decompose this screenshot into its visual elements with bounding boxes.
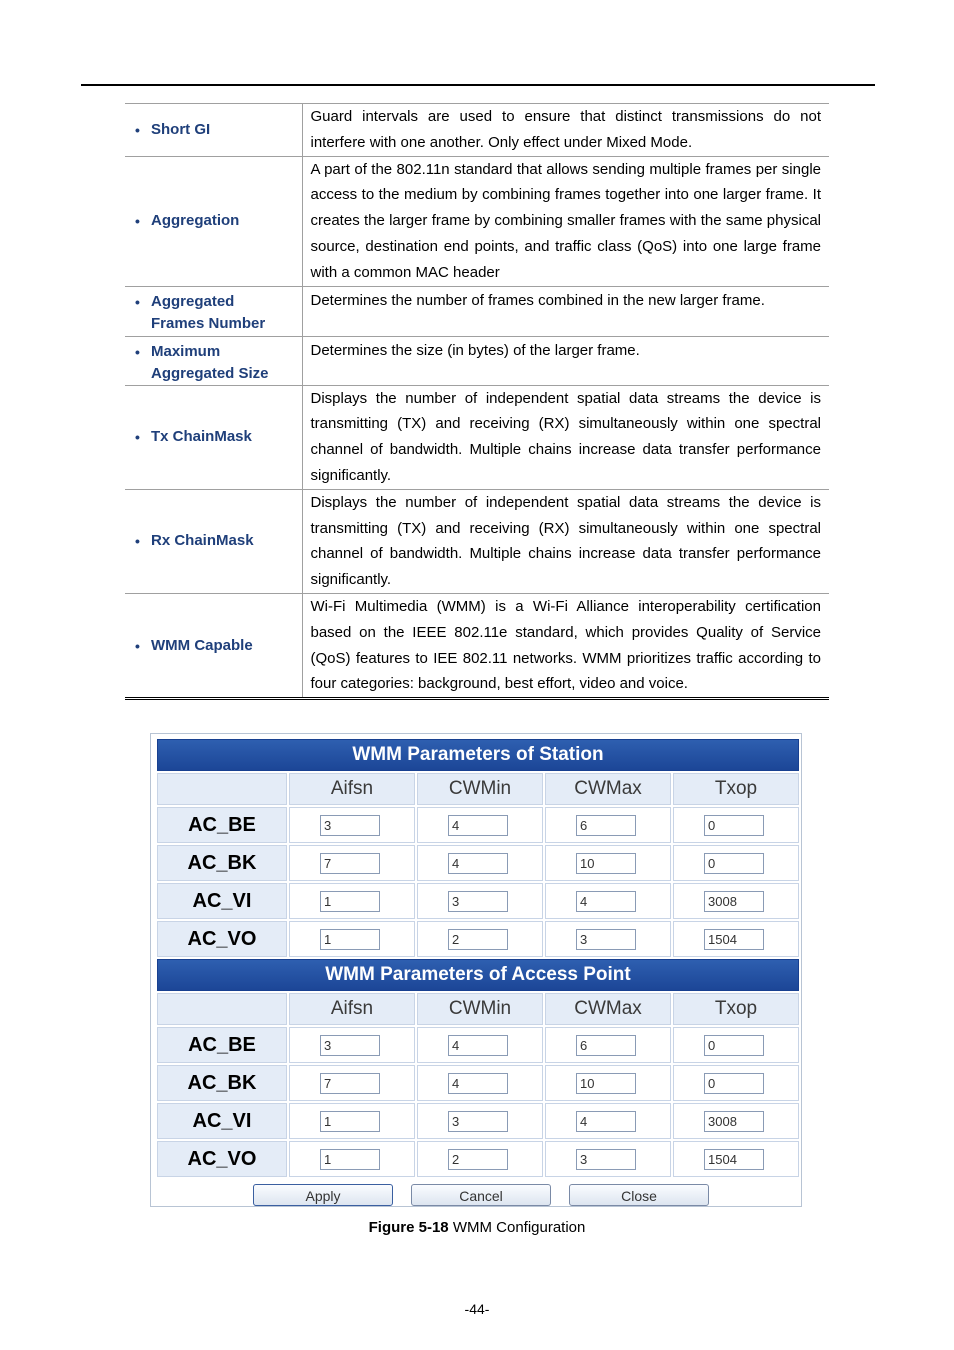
cwmin-cell	[417, 807, 543, 843]
ap-ac-be-aifsn-input[interactable]	[320, 1035, 380, 1056]
station-row-ac-vo	[157, 921, 799, 957]
cwmax-cell	[545, 921, 671, 957]
ap-section-header	[157, 959, 799, 991]
station-row-ac-vi	[157, 883, 799, 919]
ap-ac-vo-cwmin-input[interactable]	[448, 1149, 508, 1170]
term-label: Tx ChainMask	[151, 428, 252, 446]
txop-cell	[673, 921, 799, 957]
station-section-header	[157, 739, 799, 771]
ap-row-ac-be	[157, 1027, 799, 1063]
cwmax-cell	[545, 1103, 671, 1139]
term-cell	[125, 286, 302, 336]
definition-row-wmm-capable	[125, 593, 829, 698]
txop-cell	[673, 1065, 799, 1101]
ap-ac-vi-aifsn-input[interactable]	[320, 1111, 380, 1132]
station-ac-bk-txop-input[interactable]	[704, 853, 764, 874]
aifsn-cell	[289, 807, 415, 843]
cwmin-cell	[417, 1065, 543, 1101]
aifsn-cell	[289, 1027, 415, 1063]
aifsn-cell	[289, 1065, 415, 1101]
bullet-icon: •	[135, 121, 140, 138]
station-ac-be-cwmax-input[interactable]	[576, 815, 636, 836]
station-ac-vo-cwmin-input[interactable]	[448, 929, 508, 950]
access-category-label: AC_VO	[157, 1141, 287, 1177]
ap-ac-vo-txop-input[interactable]	[704, 1149, 764, 1170]
header-blank-cell	[157, 773, 287, 805]
cwmin-cell	[417, 1103, 543, 1139]
station-ac-vi-txop-input[interactable]	[704, 891, 764, 912]
column-header-cwmin: CWMin	[417, 993, 543, 1025]
term-label	[151, 291, 265, 335]
bullet-icon: •	[135, 293, 140, 310]
access-category-label: AC_VI	[157, 1103, 287, 1139]
ap-row-ac-vi	[157, 1103, 799, 1139]
term-line-2: Aggregated Size	[151, 364, 269, 382]
bullet-icon: •	[135, 637, 140, 654]
bullet-icon: •	[135, 343, 140, 360]
cwmax-cell	[545, 1027, 671, 1063]
ap-ac-bk-txop-input[interactable]	[704, 1073, 764, 1094]
cwmin-cell	[417, 845, 543, 881]
ap-ac-be-txop-input[interactable]	[704, 1035, 764, 1056]
aifsn-cell	[289, 845, 415, 881]
bullet-icon: •	[135, 429, 140, 446]
cwmax-cell	[545, 1065, 671, 1101]
station-ac-vi-aifsn-input[interactable]	[320, 891, 380, 912]
term-label: Aggregation	[151, 212, 240, 230]
txop-cell	[673, 883, 799, 919]
ap-ac-vo-aifsn-input[interactable]	[320, 1149, 380, 1170]
access-category-label: AC_BK	[157, 845, 287, 881]
column-header-cwmin: CWMin	[417, 773, 543, 805]
figure-caption	[0, 1219, 954, 1236]
ap-ac-vi-txop-input[interactable]	[704, 1111, 764, 1132]
aifsn-cell	[289, 1141, 415, 1177]
station-ac-vo-aifsn-input[interactable]	[320, 929, 380, 950]
column-header-cwmax: CWMax	[545, 993, 671, 1025]
cwmin-cell	[417, 1027, 543, 1063]
station-ac-vi-cwmin-input[interactable]	[448, 891, 508, 912]
column-header-txop: Txop	[673, 993, 799, 1025]
term-line-1: Maximum	[151, 342, 221, 360]
ap-section-title: WMM Parameters of Access Point	[157, 959, 799, 991]
ap-ac-be-cwmin-input[interactable]	[448, 1035, 508, 1056]
term-cell	[125, 156, 302, 286]
ap-row-ac-vo	[157, 1141, 799, 1177]
column-header-cwmax: CWMax	[545, 773, 671, 805]
access-category-label: AC_VI	[157, 883, 287, 919]
definition-row-aggregation	[125, 156, 829, 286]
definition-row-aggregated-frames-number	[125, 286, 829, 336]
term-label: WMM Capable	[151, 636, 253, 654]
station-ac-be-txop-input[interactable]	[704, 815, 764, 836]
station-column-header-row	[157, 773, 799, 805]
cwmin-cell	[417, 1141, 543, 1177]
apply-button[interactable]: Apply	[253, 1184, 393, 1206]
definition-row-short-gi	[125, 104, 829, 157]
ap-ac-vi-cwmin-input[interactable]	[448, 1111, 508, 1132]
ap-ac-vo-cwmax-input[interactable]	[576, 1149, 636, 1170]
station-ac-vo-txop-input[interactable]	[704, 929, 764, 950]
station-ac-vi-cwmax-input[interactable]	[576, 891, 636, 912]
wmm-parameters-table	[155, 737, 801, 1179]
ap-row-ac-bk	[157, 1065, 799, 1101]
term-line-2: Frames Number	[151, 314, 266, 332]
station-row-ac-bk	[157, 845, 799, 881]
bullet-icon: •	[135, 213, 140, 230]
txop-cell	[673, 845, 799, 881]
station-ac-vo-cwmax-input[interactable]	[576, 929, 636, 950]
cwmax-cell	[545, 807, 671, 843]
term-label: Rx ChainMask	[151, 532, 254, 550]
ap-column-header-row	[157, 993, 799, 1025]
definition-row-tx-chainmask	[125, 385, 829, 489]
definition-row-rx-chainmask	[125, 489, 829, 593]
access-category-label: AC_BE	[157, 807, 287, 843]
cancel-button[interactable]: Cancel	[411, 1184, 551, 1206]
term-cell	[125, 385, 302, 489]
definition-text: Determines the number of frames combined in the new larger frame.	[302, 286, 829, 336]
column-header-aifsn: Aifsn	[289, 993, 415, 1025]
parameter-description-table	[125, 103, 829, 700]
txop-cell	[673, 807, 799, 843]
station-ac-bk-cwmin-input[interactable]	[448, 853, 508, 874]
bullet-icon: •	[135, 533, 140, 550]
header-blank-cell	[157, 993, 287, 1025]
station-section-title: WMM Parameters of Station	[157, 739, 799, 771]
cwmin-cell	[417, 883, 543, 919]
ap-ac-bk-cwmax-input[interactable]	[576, 1073, 636, 1094]
txop-cell	[673, 1027, 799, 1063]
definition-text: Wi-Fi Multimedia (WMM) is a Wi-Fi Alliance interoperability certification based on the IEEE 802.11e standard, which provides Quality of Service (QoS) features to IEE 802.11 networks. WMM prioritizes traffic according to four categories: background, best effort, video and voice.	[302, 593, 829, 698]
definition-text: Determines the size (in bytes) of the larger frame.	[302, 336, 829, 385]
aifsn-cell	[289, 921, 415, 957]
term-label: Short GI	[151, 120, 211, 138]
term-label	[151, 341, 269, 385]
cwmax-cell	[545, 845, 671, 881]
aifsn-cell	[289, 1103, 415, 1139]
station-ac-bk-cwmax-input[interactable]	[576, 853, 636, 874]
definition-text: Displays the number of independent spatial data streams the device is transmitting (TX) and receiving (RX) simultaneously within one spectral channel of bandwidth. Multiple chains increase data transfer performance significantly.	[302, 489, 829, 593]
cwmax-cell	[545, 1141, 671, 1177]
term-cell	[125, 489, 302, 593]
wmm-configuration-figure	[150, 733, 802, 1207]
cwmax-cell	[545, 883, 671, 919]
definition-text: Displays the number of independent spatial data streams the device is transmitting (TX) and receiving (RX) simultaneously within one spectral channel of bandwidth. Multiple chains increase data transfer performance significantly.	[302, 385, 829, 489]
term-cell	[125, 336, 302, 385]
ap-ac-vi-cwmax-input[interactable]	[576, 1111, 636, 1132]
header-rule	[81, 84, 875, 86]
close-button[interactable]: Close	[569, 1184, 709, 1206]
action-button-bar	[253, 1184, 709, 1206]
access-category-label: AC_VO	[157, 921, 287, 957]
column-header-aifsn: Aifsn	[289, 773, 415, 805]
term-line-1: Aggregated	[151, 292, 235, 310]
definition-row-maximum-aggregated-size	[125, 336, 829, 385]
ap-ac-bk-cwmin-input[interactable]	[448, 1073, 508, 1094]
station-ac-be-cwmin-input[interactable]	[448, 815, 508, 836]
column-header-txop: Txop	[673, 773, 799, 805]
cwmin-cell	[417, 921, 543, 957]
term-cell	[125, 593, 302, 698]
station-ac-be-aifsn-input[interactable]	[320, 815, 380, 836]
page-number: -44-	[464, 1301, 490, 1317]
txop-cell	[673, 1103, 799, 1139]
txop-cell	[673, 1141, 799, 1177]
access-category-label: AC_BE	[157, 1027, 287, 1063]
figure-title: WMM Configuration	[448, 1219, 586, 1236]
term-cell	[125, 104, 302, 157]
aifsn-cell	[289, 883, 415, 919]
ap-ac-be-cwmax-input[interactable]	[576, 1035, 636, 1056]
access-category-label: AC_BK	[157, 1065, 287, 1101]
station-row-ac-be	[157, 807, 799, 843]
station-ac-bk-aifsn-input[interactable]	[320, 853, 380, 874]
definition-text: Guard intervals are used to ensure that distinct transmissions do not interfere with one another. Only effect under Mixed Mode.	[302, 104, 829, 157]
figure-label: Figure 5-18	[368, 1219, 449, 1236]
definition-text: A part of the 802.11n standard that allows sending multiple frames per single access to the medium by combining frames together into one larger frame. It creates the larger frame by combining smaller frames with the same physical source, destination end points, and traffic class (QoS) into one large frame with a common MAC header	[302, 156, 829, 286]
ap-ac-bk-aifsn-input[interactable]	[320, 1073, 380, 1094]
